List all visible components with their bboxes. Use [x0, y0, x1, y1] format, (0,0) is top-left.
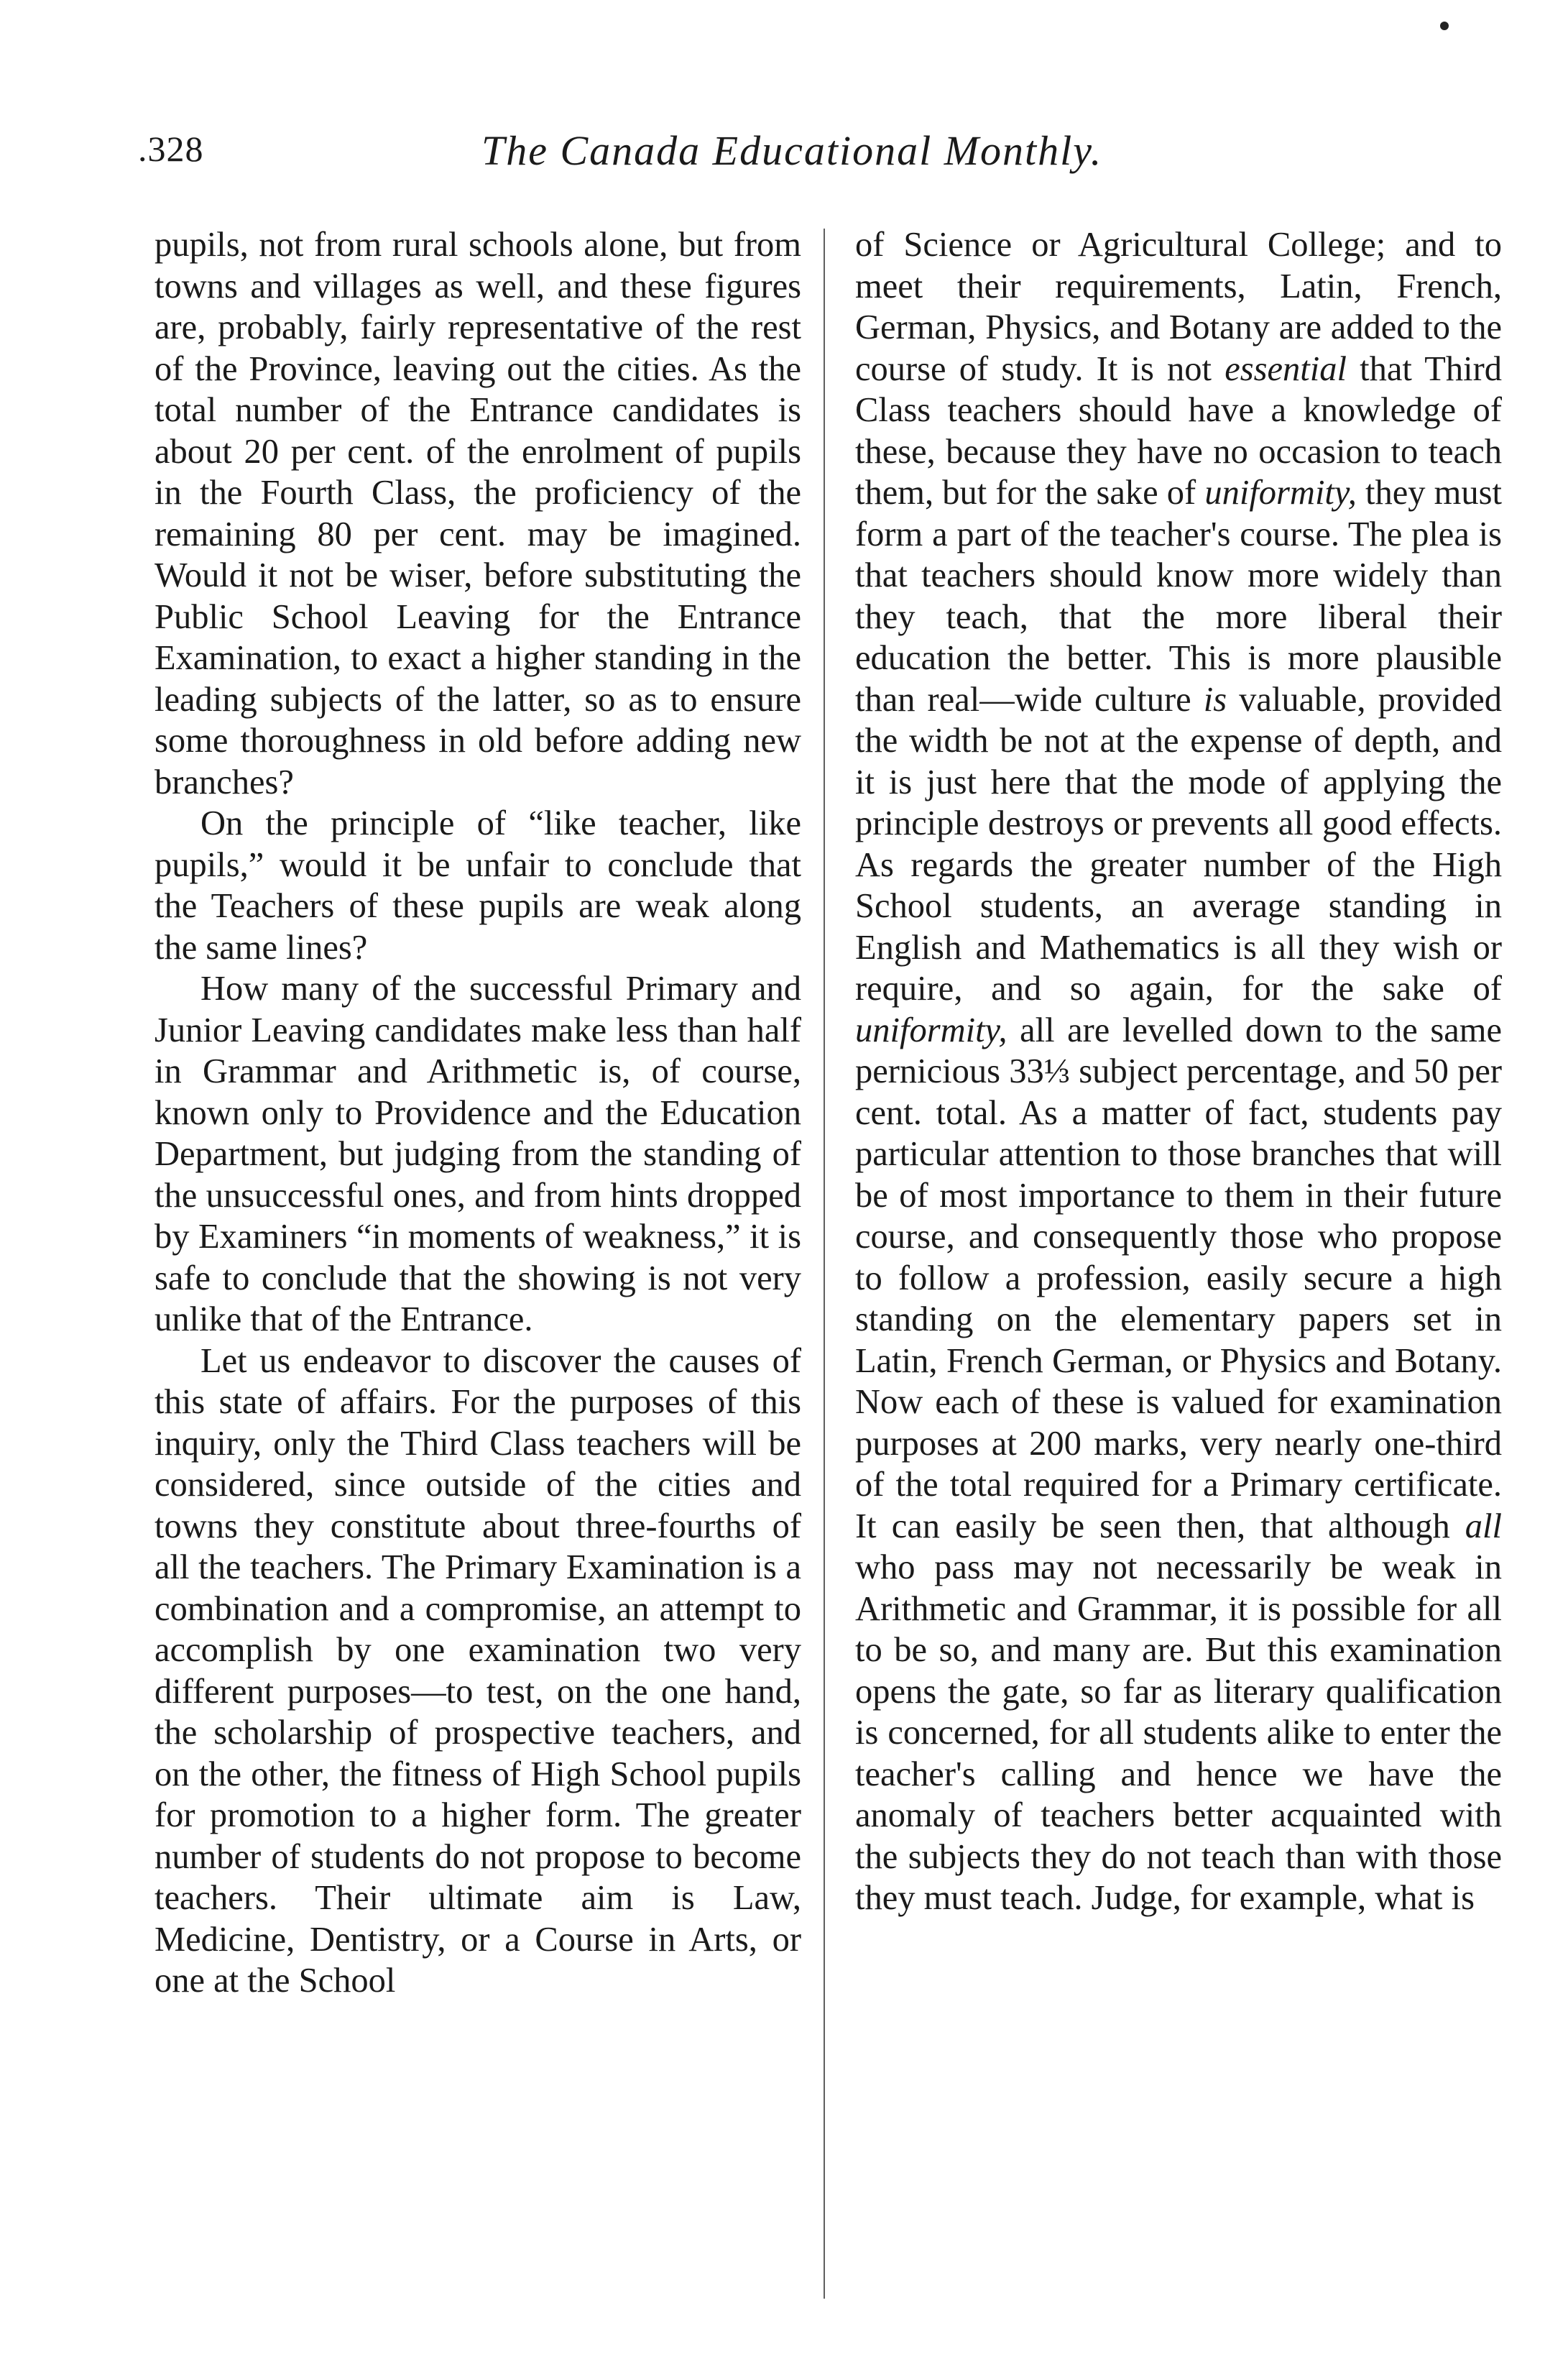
- running-title: The Canada Educational Monthly.: [481, 127, 1103, 174]
- page-number: .328: [138, 129, 204, 169]
- paragraph: pupils, not from rural schools alone, but from towns and villages as well, and these figures are, probably, fairly representative of the rest of the Province, leaving out the cities. As the total number of the Entrance candidates is about 20 per cent. of the enrolment of pupils in the Fourth Class, the proficiency of the remaining 80 per cent. may be imagined. Would it not be wiser, before substituting the Public School Leaving for the Entrance Examination, to exact a higher standing in the leading subjects of the latter, so as to ensure some thoroughness in old before adding new branches?: [155, 226, 801, 801]
- italic-text: is: [1203, 680, 1227, 719]
- text-run: of Science or Agricultural College; and to meet their requirements, Latin, French, German, Physics, and Botany are added to the course of study. It is not: [855, 226, 1502, 388]
- italic-text: uniformity,: [855, 1011, 1007, 1049]
- text-run: who pass may not necessarily be weak in Arithmetic and Grammar, it is possible for all to be so, and many are. But this examination opens the gate, so far as literary qualification is concerned, for all students alike to enter the teacher's calling and hence we have the anomaly of teachers better acquainted with the subjects they do not teach than with those they must teach. Judge, for example, what is: [855, 1548, 1502, 1917]
- text-run: all are levelled down to the same pernicious 33⅓ subject percentage, and 50 per cent. total. As a matter of fact, students pay particular attention to those branches that will be of most importance to them in their future course, and consequently those who propose to follow a profession, easily secure a high standing on the elementary papers set in Latin, French German, or Physics and Botany. Now each of these is valued for examination purposes at 200 marks, very nearly one-third of the total required for a Primary certificate. It can easily be seen then, that although: [855, 1011, 1502, 1545]
- left-column: [155, 224, 801, 2002]
- paragraph: On the principle of “like teacher, like pupils,” would it be unfair to conclude that the Teachers of these pupils are weak along the same lines?: [155, 804, 801, 967]
- italic-text: essential: [1225, 349, 1347, 388]
- italic-text: all: [1465, 1507, 1502, 1545]
- italic-text: uniformity,: [1204, 474, 1357, 512]
- right-column: [855, 224, 1502, 1919]
- paragraph: How many of the successful Primary and Junior Leaving candidates make less than half in Grammar and Arithmetic is, of course, known only to Providence and the Education Department, but judging from the standing of the unsuccessful ones, and from hints dropped by Examiners “in moments of weakness,” it is safe to conclude that the showing is not very unlike that of the Entrance.: [155, 970, 801, 1338]
- text-run: that Third Class teachers should have a knowledge of these, because they have no occasion to teach them, but for the sake of: [855, 349, 1502, 512]
- paragraph: [855, 224, 1502, 1919]
- text-run: valuable, provided the width be not at the expense of depth, and it is just here that the mode of applying the principle destroys or prevents all good effects. As regards the greater number of the High School students, an average standing in English and Mathematics is all they wish or require, and so again, for the sake of: [855, 680, 1502, 1008]
- column-divider: [824, 229, 825, 2299]
- text-run: they must form a part of the teacher's course. The plea is that teachers should know more widely than they teach, that the more liberal their education the better. This is more plausible than real—wide culture: [855, 474, 1502, 719]
- paragraph: Let us endeavor to discover the causes of this state of affairs. For the purposes of this inquiry, only the Third Class teachers will be considered, since outside of the cities and towns they constitute about three-fourths of all the teachers. The Primary Examination is a combination and a compromise, an attempt to accomplish by one examination two very different purposes—to test, on the one hand, the scholarship of prospective teachers, and on the other, the fitness of High School pupils for promotion to a higher form. The greater number of students do not propose to become teachers. Their ultimate aim is Law, Medicine, Dentistry, or a Course in Arts, or one at the School: [155, 1341, 801, 2000]
- ink-speck: [1440, 22, 1449, 30]
